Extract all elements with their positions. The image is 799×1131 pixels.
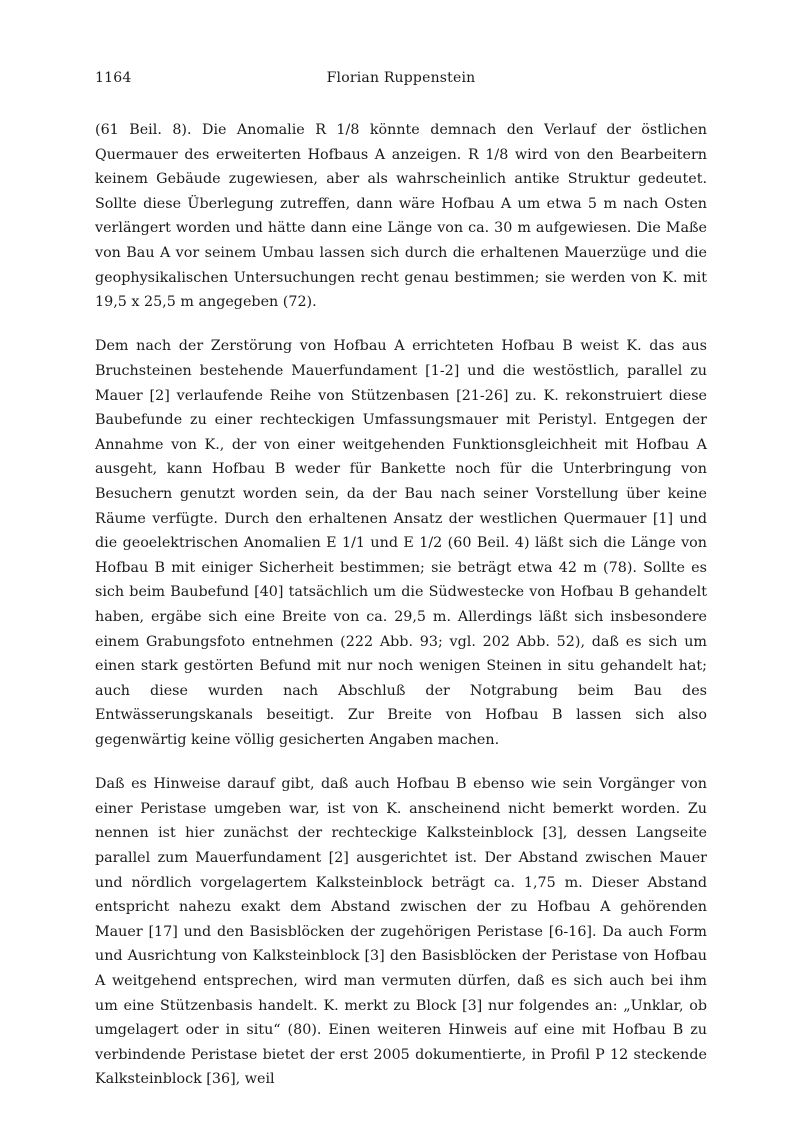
page-number: 1164	[95, 70, 132, 86]
running-head: Florian Ruppenstein	[326, 70, 476, 86]
body-text	[95, 118, 707, 1092]
document-page	[95, 70, 707, 1112]
paragraph-3: Daß es Hinweise darauf gibt, daß auch Hofbau B ebenso wie sein Vorgänger von einer Peristase umgeben war, ist von K. anscheinend nicht bemerkt worden. Zu nennen ist hier zunächst der rechteckige Kalksteinblock [3], dessen Langseite parallel zum Mauerfundament [2] ausgerichtet ist. Der Abstand zwischen Mauer und nördlich vorgelagertem Kalksteinblock beträgt ca. 1,75 m. Dieser Abstand entspricht nahezu exakt dem Abstand zwischen der zu Hofbau A gehörenden Mauer [17] und den Basisblöcken der zugehörigen Peristase [6-16]. Da auch Form und Ausrichtung von Kalksteinblock [3] den Basisblöcken der Peristase von Hofbau A weitgehend entsprechen, wird man vermuten dürfen, daß es sich auch bei ihm um eine Stützenbasis handelt. K. merkt zu Block [3] nur folgendes an: „Unklar, ob umgelagert oder in situ“ (80). Einen weiteren Hinweis auf eine mit Hofbau B zu verbindende Peristase bietet der erst 2005 dokumentierte, in Profil P 12 steckende Kalksteinblock [36], weil	[95, 776, 707, 1088]
page-header	[95, 70, 707, 92]
paragraph-1: (61 Beil. 8). Die Anomalie R 1/8 könnte demnach den Verlauf der östlichen Quermauer des erweiterten Hofbaus A anzeigen. R 1/8 wird von den Bearbeitern keinem Gebäude zugewiesen, aber als wahrscheinlich antike Struktur gedeutet. Sollte diese Überlegung zutreffen, dann wäre Hofbau A um etwa 5 m nach Osten verlängert worden und hätte dann eine Länge von ca. 30 m aufgewiesen. Die Maße von Bau A vor seinem Umbau lassen sich durch die erhaltenen Mauerzüge und die geophysikalischen Untersuchungen recht genau bestimmen; sie werden von K. mit 19,5 x 25,5 m angegeben (72).	[95, 122, 707, 311]
paragraph-2: Dem nach der Zerstörung von Hofbau A errichteten Hofbau B weist K. das aus Bruchsteinen bestehende Mauerfundament [1-2] und die westöstlich, parallel zu Mauer [2] verlaufende Reihe von Stützenbasen [21-26] zu. K. rekonstruiert diese Baubefunde zu einer rechteckigen Umfassungsmauer mit Peristyl. Entgegen der Annahme von K., der von einer weitgehenden Funktionsgleichheit mit Hofbau A ausgeht, kann Hofbau B weder für Bankette noch für die Unterbringung von Besuchern genutzt worden sein, da der Bau nach seiner Vorstellung über keine Räume verfügte. Durch den erhaltenen Ansatz der westlichen Quermauer [1] und die geoelektrischen Anomalien E 1/1 und E 1/2 (60 Beil. 4) läßt sich die Länge von Hofbau B mit einiger Sicherheit bestimmen; sie beträgt etwa 42 m (78). Sollte es sich beim Baubefund [40] tatsächlich um die Südwestecke von Hofbau B gehandelt haben, ergäbe sich eine Breite von ca. 29,5 m. Allerdings läßt sich insbesondere einem Grabungsfoto entnehmen (222 Abb. 93; vgl. 202 Abb. 52), daß es sich um einen stark gestörten Befund mit nur noch wenigen Steinen in situ gehandelt hat; auch diese wurden nach Abschluß der Notgrabung beim Bau des Entwässerungskanals beseitigt. Zur Breite von Hofbau B lassen sich also gegenwärtig keine völlig gesicherten Angaben machen.	[95, 338, 707, 748]
